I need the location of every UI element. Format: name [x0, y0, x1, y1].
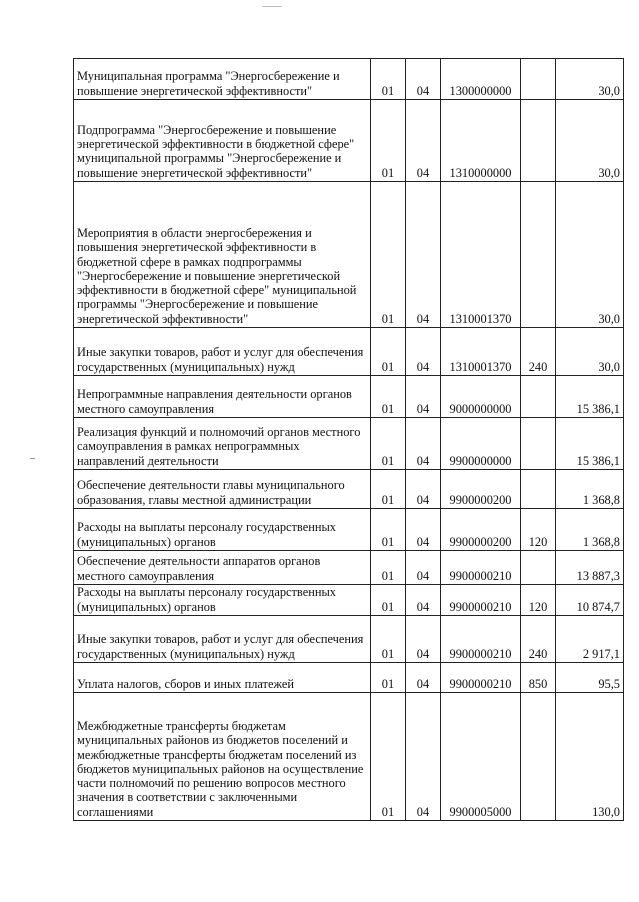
table-row [74, 693, 624, 821]
row-amount: 30,0 [556, 100, 624, 182]
row-name: Уплата налогов, сборов и иных платежей [74, 663, 371, 693]
row-section: 01 [371, 693, 406, 821]
row-name: Муниципальная программа "Энергосбережение и повышение энергетической эффективности" [74, 59, 371, 100]
row-subsection: 04 [406, 328, 441, 376]
row-target-code: 9900000200 [441, 470, 521, 509]
row-amount: 30,0 [556, 328, 624, 376]
row-subsection: 04 [406, 585, 441, 616]
row-target-code: 1310001370 [441, 182, 521, 328]
table-row [74, 551, 624, 585]
row-subsection: 04 [406, 509, 441, 551]
row-amount: 10 874,7 [556, 585, 624, 616]
row-subsection: 04 [406, 418, 441, 470]
row-target-code: 9900000000 [441, 418, 521, 470]
row-expense-type: 850 [521, 663, 556, 693]
row-amount: 15 386,1 [556, 376, 624, 418]
row-name: Мероприятия в области энергосбережения и повышения энергетической эффективности в бюджетной сфере в рамках подпрограммы "Энергосбережение и повышение энергетической эффективности в бюджетной сфере" муниципальной программы "Энергосбережение и повышение энергетической эффективности" [74, 182, 371, 328]
row-amount: 95,5 [556, 663, 624, 693]
row-target-code: 9900000210 [441, 585, 521, 616]
row-section: 01 [371, 59, 406, 100]
row-target-code: 9900000200 [441, 509, 521, 551]
row-expense-type [521, 693, 556, 821]
row-target-code: 1310000000 [441, 100, 521, 182]
row-section: 01 [371, 376, 406, 418]
row-section: 01 [371, 100, 406, 182]
table-row [74, 328, 624, 376]
row-name: Непрограммные направления деятельности органов местного самоуправления [74, 376, 371, 418]
row-name: Расходы на выплаты персоналу государственных (муниципальных) органов [74, 585, 371, 616]
table-row [74, 100, 624, 182]
table-row [74, 585, 624, 616]
row-expense-type [521, 551, 556, 585]
row-name: Межбюджетные трансферты бюджетам муниципальных районов из бюджетов поселений и межбюджетные трансферты бюджетам поселений из бюджетов муниципальных районов на осуществление части полномочий по решению вопросов местного значения в соответствии с заключенными соглашениями [74, 693, 371, 821]
row-expense-type [521, 100, 556, 182]
row-amount: 1 368,8 [556, 509, 624, 551]
row-name: Расходы на выплаты персоналу государственных (муниципальных) органов [74, 509, 371, 551]
row-subsection: 04 [406, 100, 441, 182]
row-subsection: 04 [406, 551, 441, 585]
row-section: 01 [371, 182, 406, 328]
row-expense-type: 240 [521, 328, 556, 376]
table-row [74, 376, 624, 418]
row-target-code: 1310001370 [441, 328, 521, 376]
row-target-code: 9900000210 [441, 663, 521, 693]
row-section: 01 [371, 663, 406, 693]
row-amount: 2 917,1 [556, 616, 624, 663]
row-target-code: 9900000210 [441, 551, 521, 585]
row-section: 01 [371, 328, 406, 376]
budget-table [73, 58, 624, 821]
row-amount: 15 386,1 [556, 418, 624, 470]
row-name: Подпрограмма "Энергосбережение и повышение энергетической эффективности в бюджетной сфере" муниципальной программы "Энергосбережение и повышение энергетической эффективности" [74, 100, 371, 182]
row-subsection: 04 [406, 470, 441, 509]
row-target-code: 9900000210 [441, 616, 521, 663]
row-name: Обеспечение деятельности главы муниципального образования, главы местной администрации [74, 470, 371, 509]
row-section: 01 [371, 616, 406, 663]
row-subsection: 04 [406, 376, 441, 418]
table-row [74, 509, 624, 551]
row-expense-type [521, 470, 556, 509]
table-row [74, 616, 624, 663]
row-expense-type [521, 182, 556, 328]
row-amount: 1 368,8 [556, 470, 624, 509]
row-subsection: 04 [406, 59, 441, 100]
row-target-code: 1300000000 [441, 59, 521, 100]
row-amount: 13 887,3 [556, 551, 624, 585]
row-subsection: 04 [406, 663, 441, 693]
row-expense-type [521, 418, 556, 470]
table-row [74, 182, 624, 328]
row-name: Иные закупки товаров, работ и услуг для обеспечения государственных (муниципальных) нужд [74, 616, 371, 663]
row-section: 01 [371, 585, 406, 616]
row-amount: 30,0 [556, 182, 624, 328]
row-subsection: 04 [406, 693, 441, 821]
page-top-mark [262, 6, 282, 7]
row-target-code: 9900005000 [441, 693, 521, 821]
row-name: Реализация функций и полномочий органов местного самоуправления в рамках непрограммных направлений деятельности [74, 418, 371, 470]
row-expense-type: 120 [521, 585, 556, 616]
row-expense-type [521, 59, 556, 100]
table-row [74, 663, 624, 693]
row-amount: 130,0 [556, 693, 624, 821]
margin-mark [30, 458, 35, 459]
row-name: Обеспечение деятельности аппаратов органов местного самоуправления [74, 551, 371, 585]
row-section: 01 [371, 418, 406, 470]
row-target-code: 9000000000 [441, 376, 521, 418]
table-row [74, 59, 624, 100]
row-expense-type [521, 376, 556, 418]
row-section: 01 [371, 509, 406, 551]
row-amount: 30,0 [556, 59, 624, 100]
row-expense-type: 120 [521, 509, 556, 551]
row-subsection: 04 [406, 616, 441, 663]
row-section: 01 [371, 551, 406, 585]
table-row [74, 470, 624, 509]
row-expense-type: 240 [521, 616, 556, 663]
row-name: Иные закупки товаров, работ и услуг для обеспечения государственных (муниципальных) нужд [74, 328, 371, 376]
table-row [74, 418, 624, 470]
row-subsection: 04 [406, 182, 441, 328]
row-section: 01 [371, 470, 406, 509]
